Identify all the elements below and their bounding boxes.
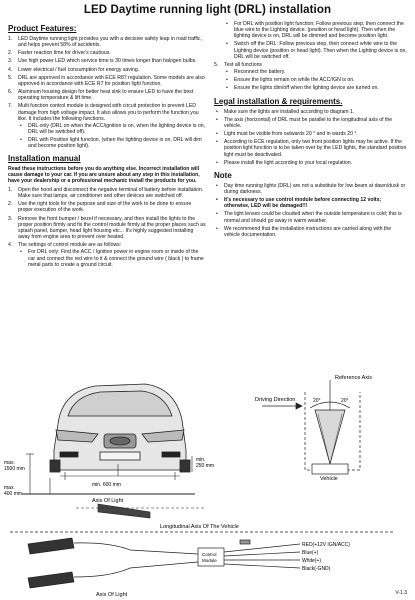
car-front-illustration	[50, 384, 190, 472]
version-label: V-1.3	[395, 590, 407, 596]
list-item: • Reconnect the battery.	[224, 69, 408, 75]
list-item: • Ensure the lights remain on while the ACC/IGN is on.	[224, 77, 408, 83]
list-item: 6. Aluminum housing design for better heat sink to ensure LED to have the best operating temperature & lift time.	[8, 89, 194, 102]
warning-text: Read these instructions before you do anything else. Incorrect installation will cause damage to your car. If you are unsure about any step in this installation, have your dealership or a professional mechanic install the products for you.	[8, 165, 200, 184]
list-item: • Light must be visible from outwards 20 ° and in wards 20 °.	[214, 131, 408, 137]
wire-white-label: White(+)	[302, 558, 322, 564]
list-item: 1. LED Daytime running light provides you with a decisive safety leap in road traffic, and helps prevent 58% of accidents.	[8, 36, 202, 49]
list-item: 3. Use high power LED which service time is 30 times longer than halogen bulbs.	[8, 58, 197, 65]
light-angle-diagram	[262, 380, 360, 474]
list-item: 2. Use the right tools for the purpose and size of the work to be done to ensure proper execution of the work.	[8, 201, 192, 214]
installation-manual-heading: Installation manual	[8, 153, 81, 163]
min-250-label: min.	[196, 457, 206, 463]
list-item: 1. Open the hood and disconnect the negative terminal of battery before installation. Make sure that lamps, air conditioner and other devices are switched off.	[8, 186, 204, 200]
wire-black-label: Black(-GND)	[302, 566, 331, 572]
min-600-label: min. 600 mm	[92, 482, 121, 488]
list-item: • The light lenses could be clouded when the outside temperature is cold; this is normal and should go away in warm weather.	[214, 211, 408, 223]
list-item: 7. Multi function control module is designed with circuit protection to prevent LED damage from high voltage impact. It also allows you to perform the function you like. It includes the following functions. • DRL only (DRL on when the ACC/ignition is on, when the lighting device is on, DRL will be switched off). • DRL with Position light function, (when the lighting device is on, DRL will dim and become position light).	[8, 103, 206, 149]
axis-of-light-top: Axis Of Light	[92, 498, 124, 504]
list-item: 4. Lower electrical / fuel consumption for energy saving.	[8, 66, 140, 73]
list-item: 4. The settings of control module are as follows: • For DRL only: Find the ACC / Ignition power in engine room or inside of the car and connect the red wire to it & connect the ground wire ( black ) to frame metal parts to create a ground circuit.	[8, 242, 206, 268]
installation-diagrams	[0, 372, 415, 600]
product-features-list	[8, 36, 206, 150]
control-module-label-2: Module	[202, 558, 217, 563]
installation-steps	[8, 187, 206, 268]
list-item: • Ensure the lights dim/off when the lighting device are turned on.	[224, 85, 408, 91]
installation-step-5	[214, 62, 408, 92]
list-item: • For DRL with position light function: Follow previous step, then connect the blue wire to the Lighting device. (position or head light). Then when the lighting device is on, DRL will be dimmed and become position light.	[224, 21, 408, 39]
list-item: • According to ECE regulation, only two front position lights may be active. If the position light function is to be taken over by the LED lights, the standard position light must be deactivated.	[214, 139, 408, 157]
angle-right-label: 20°	[341, 398, 349, 404]
min-250-value: 250 mm	[196, 463, 215, 469]
list-item: • Please install the light according to your local regulation.	[214, 160, 408, 166]
list-item: • Day time running lights (DRL) are not a substitute for low beam at dawn/dusk or during darkness.	[214, 183, 408, 195]
angle-left-label: 20°	[313, 398, 321, 404]
right-column	[214, 20, 408, 240]
list-item: • Make sure the lights are installed according to diagram 1.	[214, 109, 408, 115]
list-item: • It's necessary to use control module before connecting 12 volts; otherwise, LED will be damaged!!!	[214, 197, 408, 209]
max-400-value: 400 mm	[4, 491, 23, 497]
vehicle-label: Vehicle	[320, 476, 338, 482]
page-title: LED Daytime running light (DRL) installation	[83, 4, 332, 16]
wire-blue-label: Blue(+)	[302, 550, 319, 556]
max-400-label: max.	[4, 485, 15, 491]
settings-sublist-continued	[214, 21, 408, 60]
list-item: • DRL only (DRL on when the ACC/ignition is on, when the lighting device is on, DRL will be switched off).	[18, 123, 206, 135]
list-item: • For DRL only: Find the ACC / Ignition power in engine room or inside of the car and connect the red wire to it & connect the ground wire ( black ) to frame metal parts to create a ground circuit.	[18, 249, 206, 267]
list-item: 5. DRL are approved in accordance with ECE R87 regulation. Some models are also approved in accordance with ECE R7 for position light function.	[8, 74, 205, 87]
list-item: • We recommend that the installation instructions are carried along with the vehicle documentation.	[214, 226, 408, 238]
test-sublist	[224, 69, 408, 91]
list-item: • The axis (horizontal) of DRL must be parallel to the longitudinal axis of the vehicle.	[214, 117, 408, 129]
max-1500-label: max.	[4, 460, 15, 466]
settings-sublist	[18, 249, 206, 267]
reference-axis-label: Reference Axis	[335, 375, 372, 381]
left-column	[8, 22, 206, 270]
drl-lamp-top	[76, 504, 205, 518]
list-item: • DRL with Position light function, (when the lighting device is on, DRL will dim and become position light).	[18, 137, 206, 149]
product-features-heading: Product Features:	[8, 24, 77, 33]
function-sublist	[18, 123, 206, 150]
control-module-label: Control	[202, 552, 217, 557]
axis-of-light-bottom: Axis Of Light	[96, 592, 128, 598]
note-list	[214, 183, 408, 238]
driving-direction-label: Driving Direction	[255, 397, 296, 403]
list-item: 2. Faster reaction time for driver's cautious.	[8, 50, 111, 57]
note-heading: Note	[214, 170, 232, 180]
legal-list	[214, 109, 408, 166]
list-item: 5. Test all functions • Reconnect the battery. • Ensure the lights remain on while the ACC/IGN is on. • Ensure the lights dim/off when the lighting device are turned on.	[214, 62, 408, 92]
longitudinal-axis-label: Longitudinal Axis Of The Vehicle	[160, 524, 239, 530]
list-item: 3. Remove the front bumper / bezel if necessary, and then install the lights to the proper position firmly and fix the control module firmly at the proper places such as splash panel, bumper, head light housing etc... It's highly suggested installing away from engine area to prevent over heated.	[8, 215, 206, 241]
legal-heading: Legal installation & requirements.	[214, 96, 343, 106]
wire-red-label: RED(+12V IGN/ACC)	[302, 542, 350, 548]
max-1500-value: 1500 mm	[4, 466, 25, 472]
list-item: • Switch off the DRL: Follow previous step, then connect white wire to the Lighting device (position or head light). Then when the Lighting device is on, DRL will be switched off.	[224, 41, 408, 59]
